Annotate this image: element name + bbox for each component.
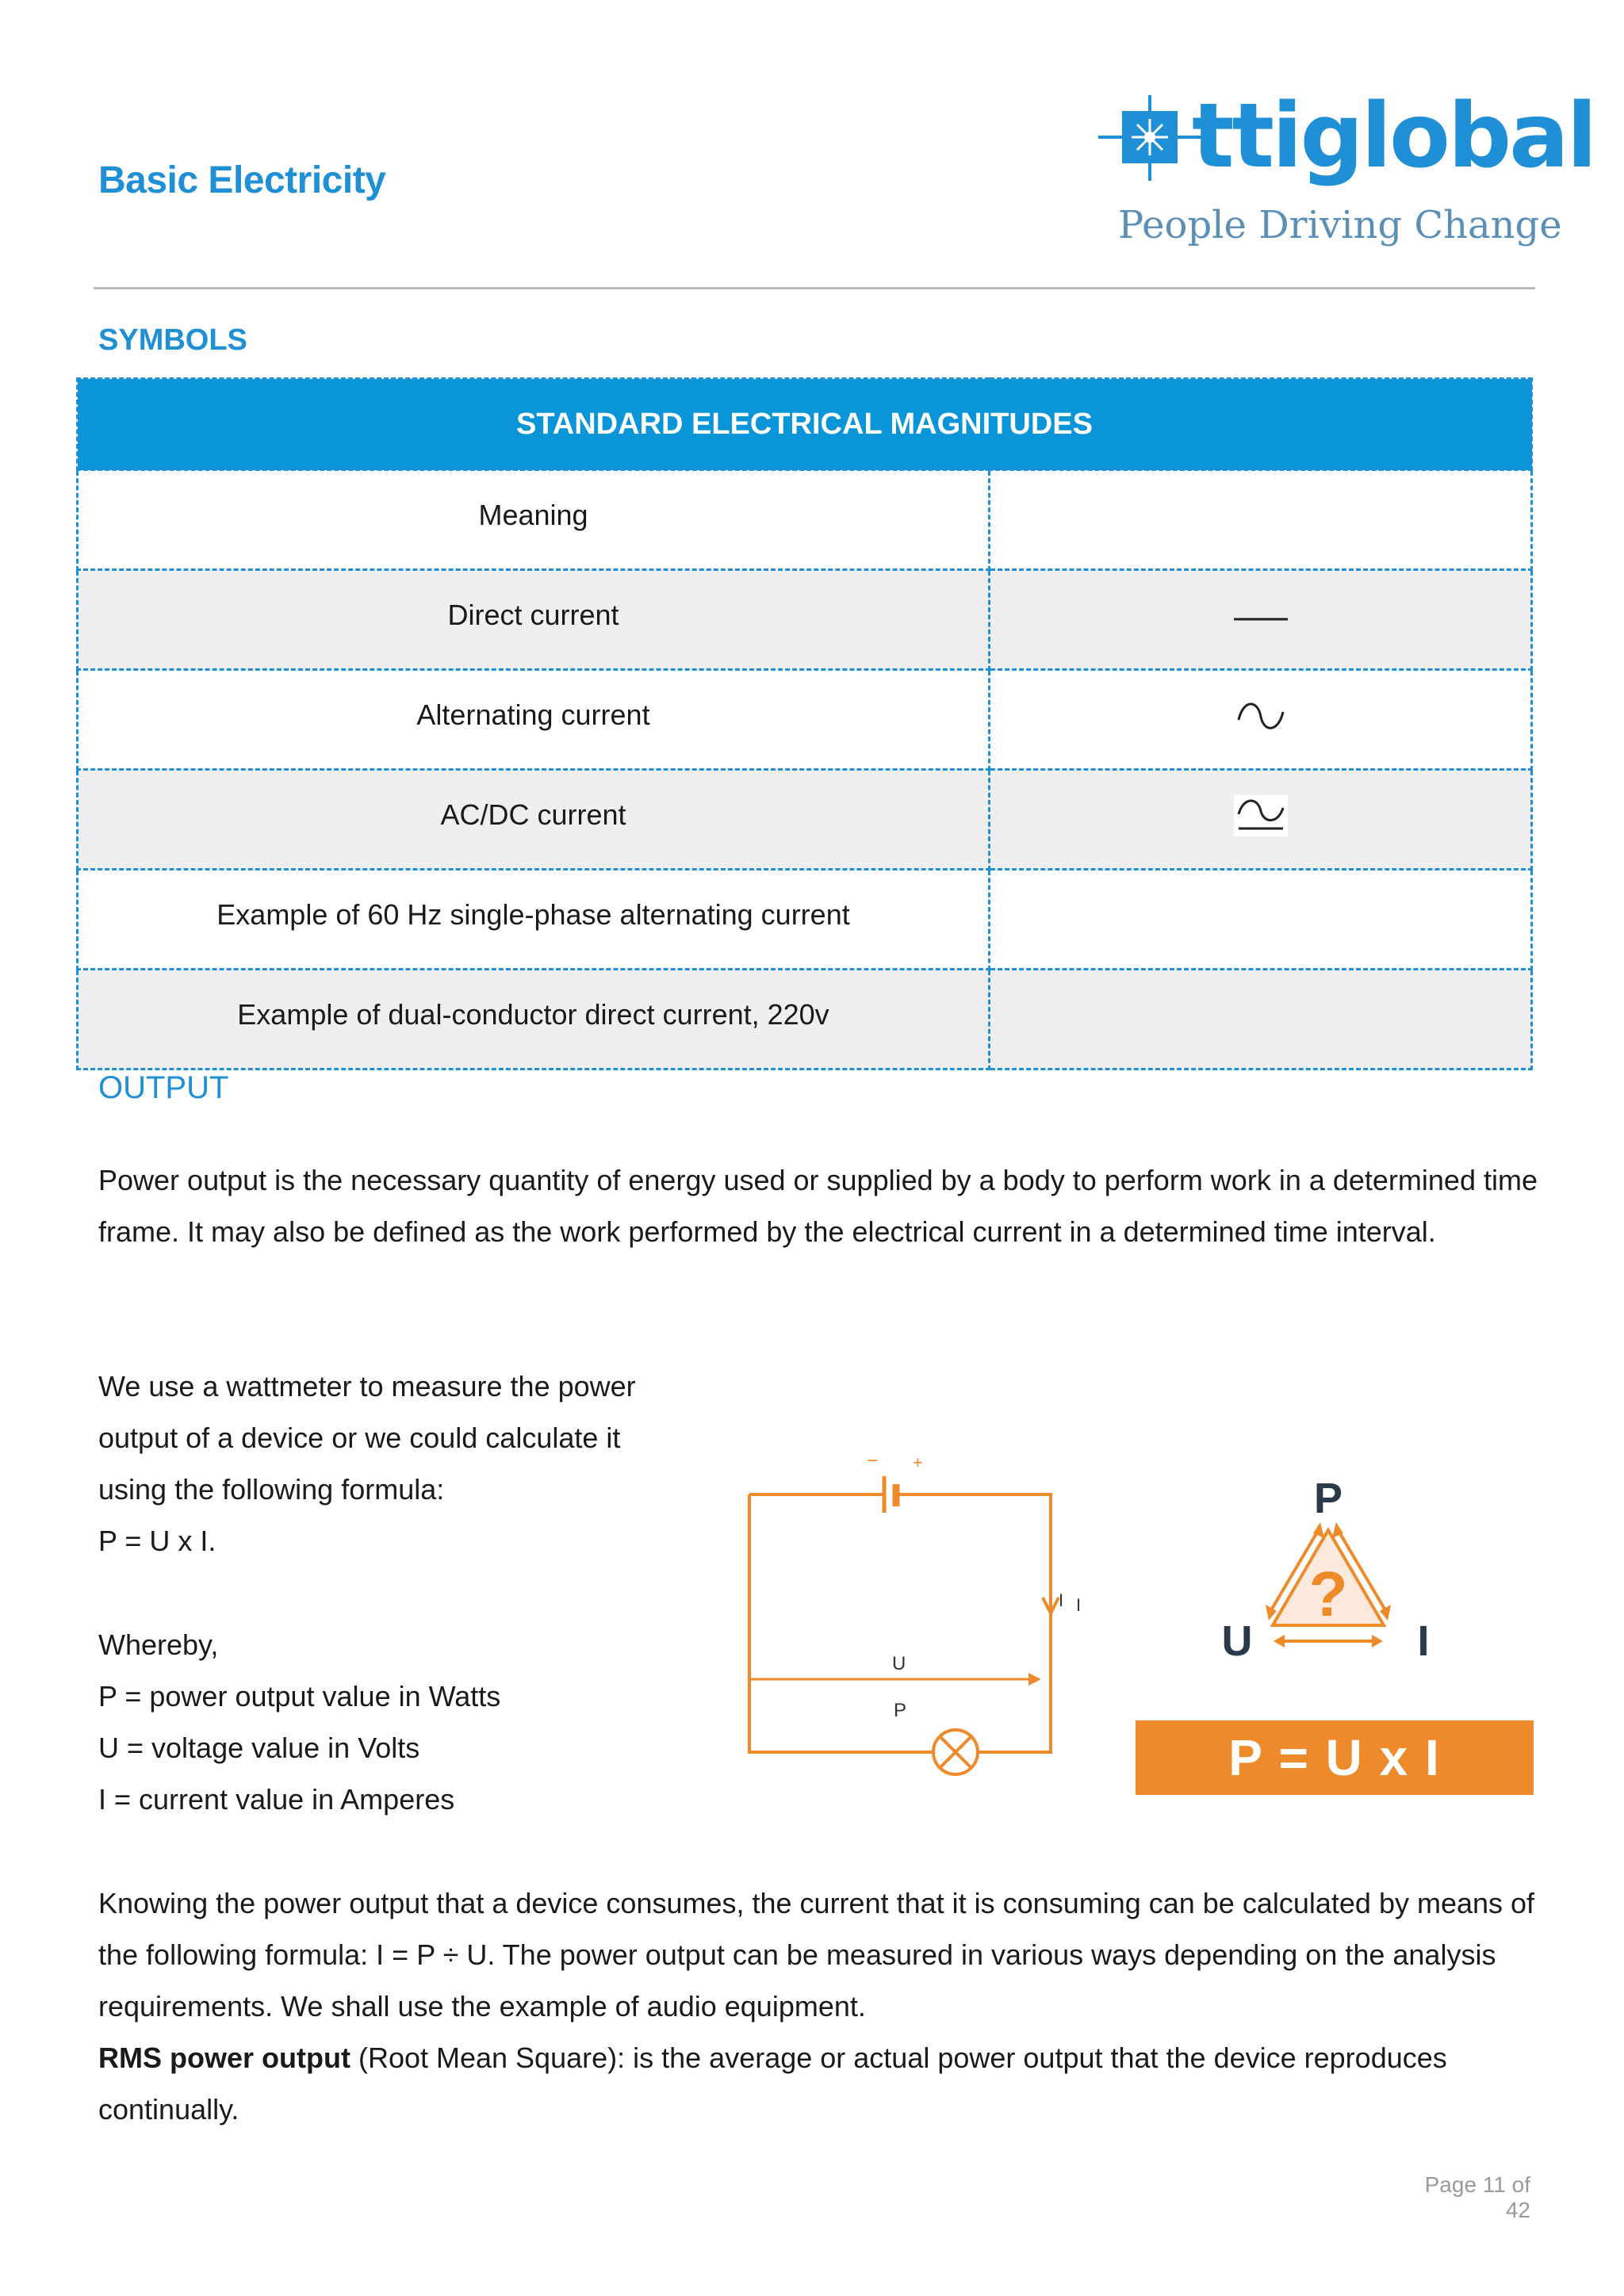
- header-divider: [94, 287, 1535, 289]
- whereby-label: Whereby,: [98, 1628, 219, 1661]
- tti-global-logo: [1098, 85, 1595, 262]
- row-meaning: Example of 60 Hz single-phase alternating current: [78, 870, 990, 970]
- row-symbol-empty: [990, 970, 1532, 1070]
- table-title: STANDARD ELECTRICAL MAGNITUDES: [78, 379, 1532, 470]
- circuit-diagram: [733, 1450, 1082, 1800]
- column-header-meaning: Meaning: [78, 470, 990, 570]
- row-meaning: AC/DC current: [78, 770, 990, 870]
- output-heading: OUTPUT: [98, 1070, 229, 1105]
- formula-banner: P = U x I: [1136, 1720, 1534, 1795]
- output-paragraph-2: Knowing the power output that a device consumes, the current that it is consuming can be calculated by means of the following formula: I = P ÷ U. The power output can be measured in various ways depending on the analysis requirements. We shall use the example of audio equipment.: [98, 1887, 1535, 2022]
- logo-tagline: People Driving Change: [1118, 203, 1562, 247]
- rms-term: RMS power output: [98, 2042, 350, 2074]
- svg-text:I: I: [1076, 1595, 1082, 1615]
- symbols-heading: SYMBOLS: [98, 323, 247, 357]
- definition-u: U = voltage value in Volts: [98, 1732, 420, 1764]
- row-meaning: Example of dual-conductor direct current, 220v: [78, 970, 990, 1070]
- column-header-symbol: [990, 470, 1532, 570]
- row-meaning: Alternating current: [78, 670, 990, 770]
- output-paragraph-1: Power output is the necessary quantity of energy used or supplied by a body to perform work in a determined time frame. It may also be defined as the work performed by the electrical current in a determined time interval.: [98, 1164, 1538, 1248]
- row-symbol-empty: [990, 870, 1532, 970]
- question-mark-icon: ?: [1308, 1559, 1348, 1629]
- page-number: Page 11 of 42: [1424, 2172, 1530, 2222]
- table-row: [78, 670, 1532, 770]
- electrical-magnitudes-table: [76, 377, 1533, 1070]
- direct-current-icon: [1229, 600, 1293, 632]
- table-row: [78, 770, 1532, 870]
- svg-text:U: U: [892, 1653, 906, 1674]
- row-meaning: Direct current: [78, 570, 990, 670]
- ac-dc-current-icon: [1229, 794, 1293, 838]
- definition-p: P = power output value in Watts: [98, 1680, 501, 1712]
- svg-text:U: U: [1221, 1617, 1253, 1665]
- document-title: Basic Electricity: [98, 159, 386, 201]
- definitions-block: [98, 1619, 749, 1825]
- table-header-row: [78, 470, 1532, 570]
- power-triangle-diagram: [1205, 1475, 1451, 1681]
- svg-text:P: P: [894, 1700, 907, 1721]
- table-row: [78, 570, 1532, 670]
- rms-definition: (Root Mean Square): is the average or actual power output that the device reproduces continually.: [98, 2042, 1447, 2126]
- svg-text:I: I: [1059, 1590, 1064, 1610]
- svg-text:I: I: [1417, 1617, 1430, 1665]
- svg-text:+: +: [913, 1452, 923, 1472]
- formula-intro: We use a wattmeter to measure the power output of a device or we could calculate it using the following formula: P = U x I.: [98, 1370, 636, 1557]
- table-row: [78, 970, 1532, 1070]
- alternating-current-icon: [1229, 696, 1293, 736]
- svg-text:−: −: [867, 1450, 879, 1471]
- table-row: [78, 870, 1532, 970]
- definition-i: I = current value in Amperes: [98, 1783, 455, 1816]
- svg-text:P: P: [1313, 1475, 1343, 1522]
- logo-wordmark: ttiglobal: [1192, 85, 1595, 188]
- rms-paragraph: [98, 2032, 1542, 2135]
